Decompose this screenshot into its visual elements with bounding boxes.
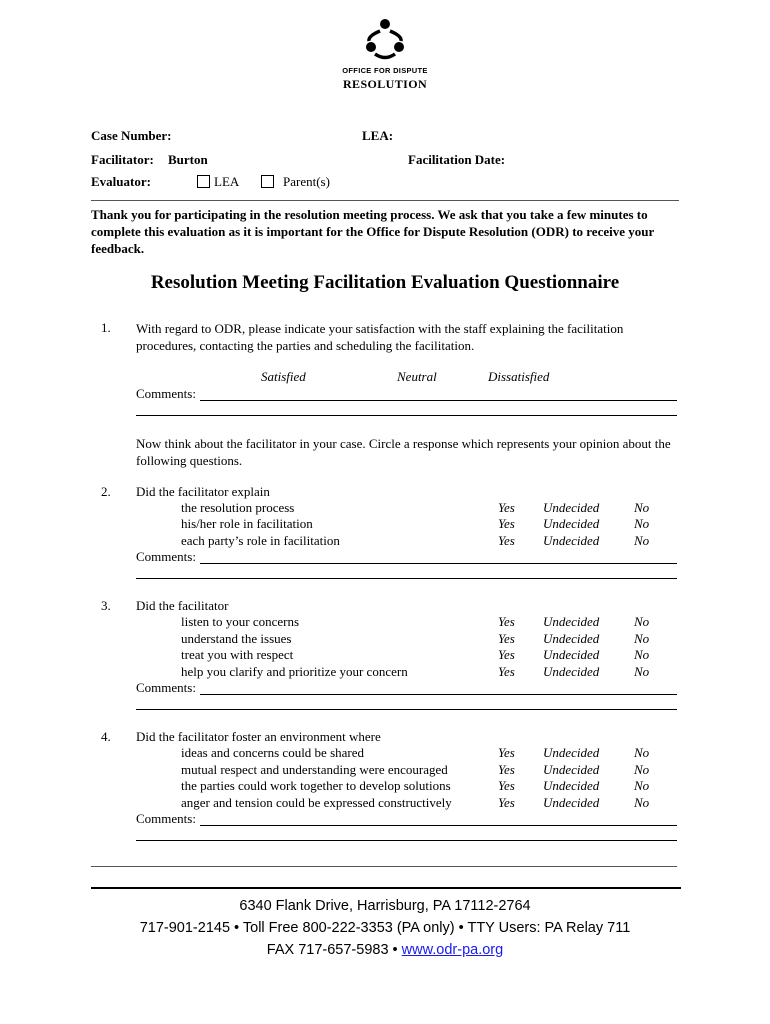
q4-stem: Did the facilitator foster an environment where bbox=[136, 729, 381, 744]
footer-fax: FAX 717-657-5983 • bbox=[266, 942, 402, 958]
q3-number: 3. bbox=[101, 598, 111, 613]
q2-item-1-undecided[interactable]: Undecided bbox=[543, 500, 600, 515]
q3-item-1-undecided[interactable]: Undecided bbox=[543, 614, 600, 629]
evaluator-label: Evaluator: bbox=[91, 174, 151, 189]
logo-arc-left bbox=[369, 31, 380, 41]
q3-item-1: listen to your concerns bbox=[181, 614, 300, 629]
q3-item-4: help you clarify and prioritize your concern bbox=[181, 664, 408, 679]
footer-fax-line bbox=[0, 942, 770, 958]
q2-item-2-yes[interactable]: Yes bbox=[498, 516, 515, 531]
q4-item-3: the parties could work together to develop solutions bbox=[181, 778, 451, 793]
q4-item-3-undecided[interactable]: Undecided bbox=[543, 778, 600, 793]
transition-text: Now think about the facilitator in your case. Circle a response which represents your opinion about the following questions. bbox=[136, 436, 671, 468]
evaluator-parents-checkbox[interactable] bbox=[261, 175, 274, 188]
case-number-label: Case Number: bbox=[91, 128, 172, 143]
q4-item-1-no[interactable]: No bbox=[634, 745, 650, 760]
logo-figure-right bbox=[394, 42, 404, 52]
q3-item-1-no[interactable]: No bbox=[634, 614, 650, 629]
q2-stem: Did the facilitator explain bbox=[136, 484, 270, 499]
q4-item-2-yes[interactable]: Yes bbox=[498, 762, 515, 777]
q4-item-4-undecided[interactable]: Undecided bbox=[543, 795, 600, 810]
q3-comments-line-1[interactable] bbox=[200, 694, 677, 695]
q3-item-4-no[interactable]: No bbox=[634, 664, 650, 679]
logo-arc-right bbox=[390, 31, 401, 41]
q4-item-2-undecided[interactable]: Undecided bbox=[543, 762, 600, 777]
website-link[interactable]: www.odr-pa.org bbox=[401, 942, 504, 958]
q2-item-3: each party’s role in facilitation bbox=[181, 533, 340, 548]
q3-item-2-undecided[interactable]: Undecided bbox=[543, 631, 600, 646]
q2-item-3-undecided[interactable]: Undecided bbox=[543, 533, 600, 548]
q2-comments-line-2[interactable] bbox=[136, 578, 677, 579]
q2-item-3-no[interactable]: No bbox=[634, 533, 650, 548]
q3-item-2: understand the issues bbox=[181, 631, 292, 646]
footer-address: 6340 Flank Drive, Harrisburg, PA 17112-2764 bbox=[239, 898, 531, 914]
q4-item-1: ideas and concerns could be shared bbox=[181, 745, 365, 760]
q4-item-4: anger and tension could be expressed constructively bbox=[181, 795, 452, 810]
q3-item-3-undecided[interactable]: Undecided bbox=[543, 647, 600, 662]
q1-comments-label: Comments: bbox=[136, 386, 196, 401]
q2-item-3-yes[interactable]: Yes bbox=[498, 533, 515, 548]
q2-comments-line-1[interactable] bbox=[200, 563, 677, 564]
evaluator-parents-option: Parent(s) bbox=[283, 174, 330, 189]
evaluator-lea-option: LEA bbox=[214, 174, 240, 189]
q2-item-2: his/her role in facilitation bbox=[181, 516, 313, 531]
q4-item-3-yes[interactable]: Yes bbox=[498, 778, 515, 793]
q2-item-1: the resolution process bbox=[181, 500, 295, 515]
q4-comments-line-2[interactable] bbox=[136, 840, 677, 841]
q2-item-2-no[interactable]: No bbox=[634, 516, 650, 531]
intro-text: Thank you for participating in the resolution meeting process. We ask that you take a few minutes to complete this evaluation as it is important for the Office for Dispute Resolution (ODR) to receive your feedback. bbox=[91, 207, 655, 256]
q3-item-3: treat you with respect bbox=[181, 647, 294, 662]
q3-item-3-no[interactable]: No bbox=[634, 647, 650, 662]
q1-scale-neutral[interactable]: Neutral bbox=[397, 369, 437, 384]
q3-item-2-no[interactable]: No bbox=[634, 631, 650, 646]
q4-item-3-no[interactable]: No bbox=[634, 778, 650, 793]
q1-scale-dissatisfied[interactable]: Dissatisfied bbox=[488, 369, 550, 384]
q3-item-4-yes[interactable]: Yes bbox=[498, 664, 515, 679]
q3-item-3-yes[interactable]: Yes bbox=[498, 647, 515, 662]
q2-item-1-no[interactable]: No bbox=[634, 500, 650, 515]
q3-stem: Did the facilitator bbox=[136, 598, 229, 613]
q2-item-1-yes[interactable]: Yes bbox=[498, 500, 515, 515]
q3-item-4-undecided[interactable]: Undecided bbox=[543, 664, 600, 679]
logo-text-resolution: RESOLUTION bbox=[342, 77, 428, 91]
q4-item-4-no[interactable]: No bbox=[634, 795, 650, 810]
q2-comments-label: Comments: bbox=[136, 549, 196, 564]
q3-comments-line-2[interactable] bbox=[136, 709, 677, 710]
q3-item-1-yes[interactable]: Yes bbox=[498, 614, 515, 629]
q4-comments-line-1[interactable] bbox=[200, 825, 677, 826]
q4-comments-line-3[interactable] bbox=[91, 866, 677, 867]
facilitation-date-label: Facilitation Date: bbox=[408, 152, 506, 167]
page-title: Resolution Meeting Facilitation Evaluation Questionnaire bbox=[150, 272, 620, 293]
q2-number: 2. bbox=[101, 484, 111, 499]
q4-item-1-undecided[interactable]: Undecided bbox=[543, 745, 600, 760]
q1-comments-line-2[interactable] bbox=[136, 415, 677, 416]
q1-scale-satisfied[interactable]: Satisfied bbox=[261, 369, 306, 384]
footer-divider bbox=[91, 887, 681, 889]
q3-comments-label: Comments: bbox=[136, 680, 196, 695]
q4-item-4-yes[interactable]: Yes bbox=[498, 795, 515, 810]
q2-item-2-undecided[interactable]: Undecided bbox=[543, 516, 600, 531]
header-divider bbox=[91, 200, 679, 201]
q3-item-2-yes[interactable]: Yes bbox=[498, 631, 515, 646]
q4-comments-label: Comments: bbox=[136, 811, 196, 826]
logo-figure-top bbox=[380, 19, 390, 29]
q4-item-2: mutual respect and understanding were encouraged bbox=[181, 762, 448, 777]
lea-label: LEA: bbox=[362, 128, 394, 143]
logo-arc-bottom bbox=[375, 54, 395, 58]
q4-item-1-yes[interactable]: Yes bbox=[498, 745, 515, 760]
evaluator-lea-checkbox[interactable] bbox=[197, 175, 210, 188]
q4-number: 4. bbox=[101, 729, 111, 744]
logo-text-office: OFFICE FOR DISPUTE bbox=[342, 66, 428, 75]
facilitator-label: Facilitator: bbox=[91, 152, 154, 167]
q1-comments-line-1[interactable] bbox=[200, 400, 677, 401]
q1-text: With regard to ODR, please indicate your satisfaction with the staff explaining the facilitation procedures, contacting the parties and scheduling the facilitation. bbox=[136, 321, 624, 353]
logo-figure-left bbox=[366, 42, 376, 52]
q1-number: 1. bbox=[101, 320, 111, 335]
footer-phones: 717-901-2145 • Toll Free 800-222-3353 (PA only) • TTY Users: PA Relay 711 bbox=[139, 920, 631, 936]
q4-item-2-no[interactable]: No bbox=[634, 762, 650, 777]
facilitator-value: Burton bbox=[168, 152, 208, 167]
